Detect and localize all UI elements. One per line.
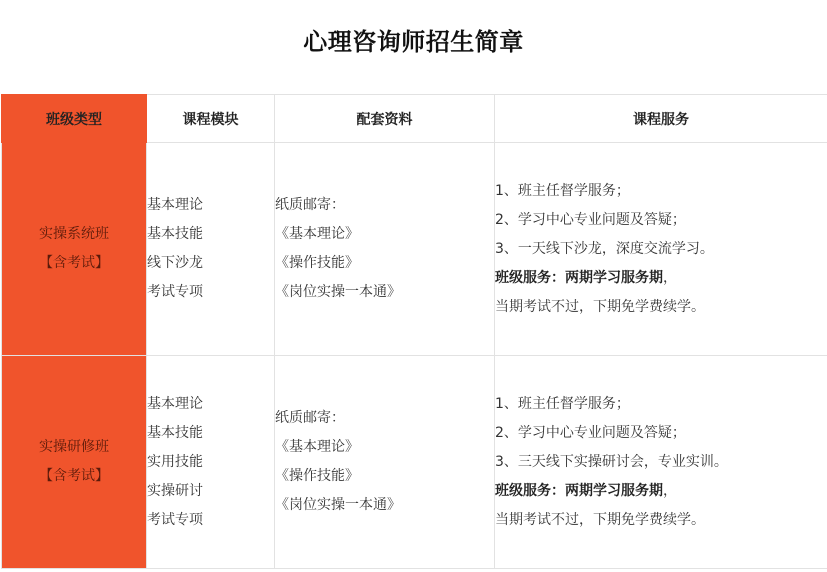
class-type-name: 实操系统班 bbox=[39, 226, 109, 242]
module-item: 实操研讨 bbox=[147, 482, 203, 499]
service-item: 3、一天线下沙龙，深度交流学习。 bbox=[495, 240, 714, 257]
material-item: 《基本理论》 bbox=[275, 226, 359, 242]
materials-cell bbox=[275, 143, 495, 356]
header-materials: 配套资料 bbox=[275, 95, 495, 143]
page-title: 心理咨询师招生简章 bbox=[303, 28, 524, 56]
materials-cell bbox=[275, 356, 495, 569]
header-course-modules: 课程模块 bbox=[147, 95, 275, 143]
module-item: 考试专项 bbox=[147, 511, 203, 528]
service-item: 2、学习中心专业问题及答疑； bbox=[495, 211, 686, 228]
module-item: 线下沙龙 bbox=[147, 255, 203, 271]
service-item: 1、班主任督学服务； bbox=[495, 395, 630, 412]
material-item: 《岗位实操一本通》 bbox=[275, 497, 401, 513]
material-item: 《基本理论》 bbox=[275, 439, 359, 455]
module-item: 基本理论 bbox=[147, 395, 203, 412]
service-note: 当期考试不过，下期免学费续学。 bbox=[495, 298, 705, 315]
service-note: 当期考试不过，下期免学费续学。 bbox=[495, 511, 705, 528]
service-label-line bbox=[495, 477, 827, 506]
class-type-name: 实操研修班 bbox=[39, 439, 109, 455]
material-item: 《操作技能》 bbox=[275, 255, 359, 271]
header-course-services: 课程服务 bbox=[495, 95, 827, 143]
module-item: 基本技能 bbox=[147, 424, 203, 441]
service-label-line bbox=[495, 264, 827, 293]
services-cell bbox=[495, 356, 827, 569]
service-label: 班级服务：两期学习服务期 bbox=[495, 269, 663, 286]
module-item: 考试专项 bbox=[147, 284, 203, 300]
module-item: 基本技能 bbox=[147, 226, 203, 242]
module-item: 基本理论 bbox=[147, 197, 203, 213]
service-label: 班级服务：两期学习服务期 bbox=[495, 482, 663, 499]
course-table bbox=[1, 94, 827, 569]
header-class-type: 班级类型 bbox=[2, 95, 147, 143]
materials-heading: 纸质邮寄： bbox=[275, 410, 345, 426]
course-modules-cell bbox=[147, 356, 275, 569]
service-label-suffix: ， bbox=[663, 269, 677, 286]
material-item: 《操作技能》 bbox=[275, 468, 359, 484]
table-header-row bbox=[2, 95, 827, 143]
materials-heading: 纸质邮寄： bbox=[275, 197, 345, 213]
services-cell bbox=[495, 143, 827, 356]
module-item: 实用技能 bbox=[147, 453, 203, 470]
table-row bbox=[2, 356, 827, 569]
service-item: 3、三天线下实操研讨会，专业实训。 bbox=[495, 453, 728, 470]
class-type-cell bbox=[2, 356, 147, 569]
material-item: 《岗位实操一本通》 bbox=[275, 284, 401, 300]
service-item: 1、班主任督学服务； bbox=[495, 182, 630, 199]
class-type-cell bbox=[2, 143, 147, 356]
table-row bbox=[2, 143, 827, 356]
course-modules-cell bbox=[147, 143, 275, 356]
class-type-note: 【含考试】 bbox=[39, 468, 109, 484]
service-label-suffix: ， bbox=[663, 482, 677, 499]
service-item: 2、学习中心专业问题及答疑； bbox=[495, 424, 686, 441]
class-type-note: 【含考试】 bbox=[39, 255, 109, 271]
